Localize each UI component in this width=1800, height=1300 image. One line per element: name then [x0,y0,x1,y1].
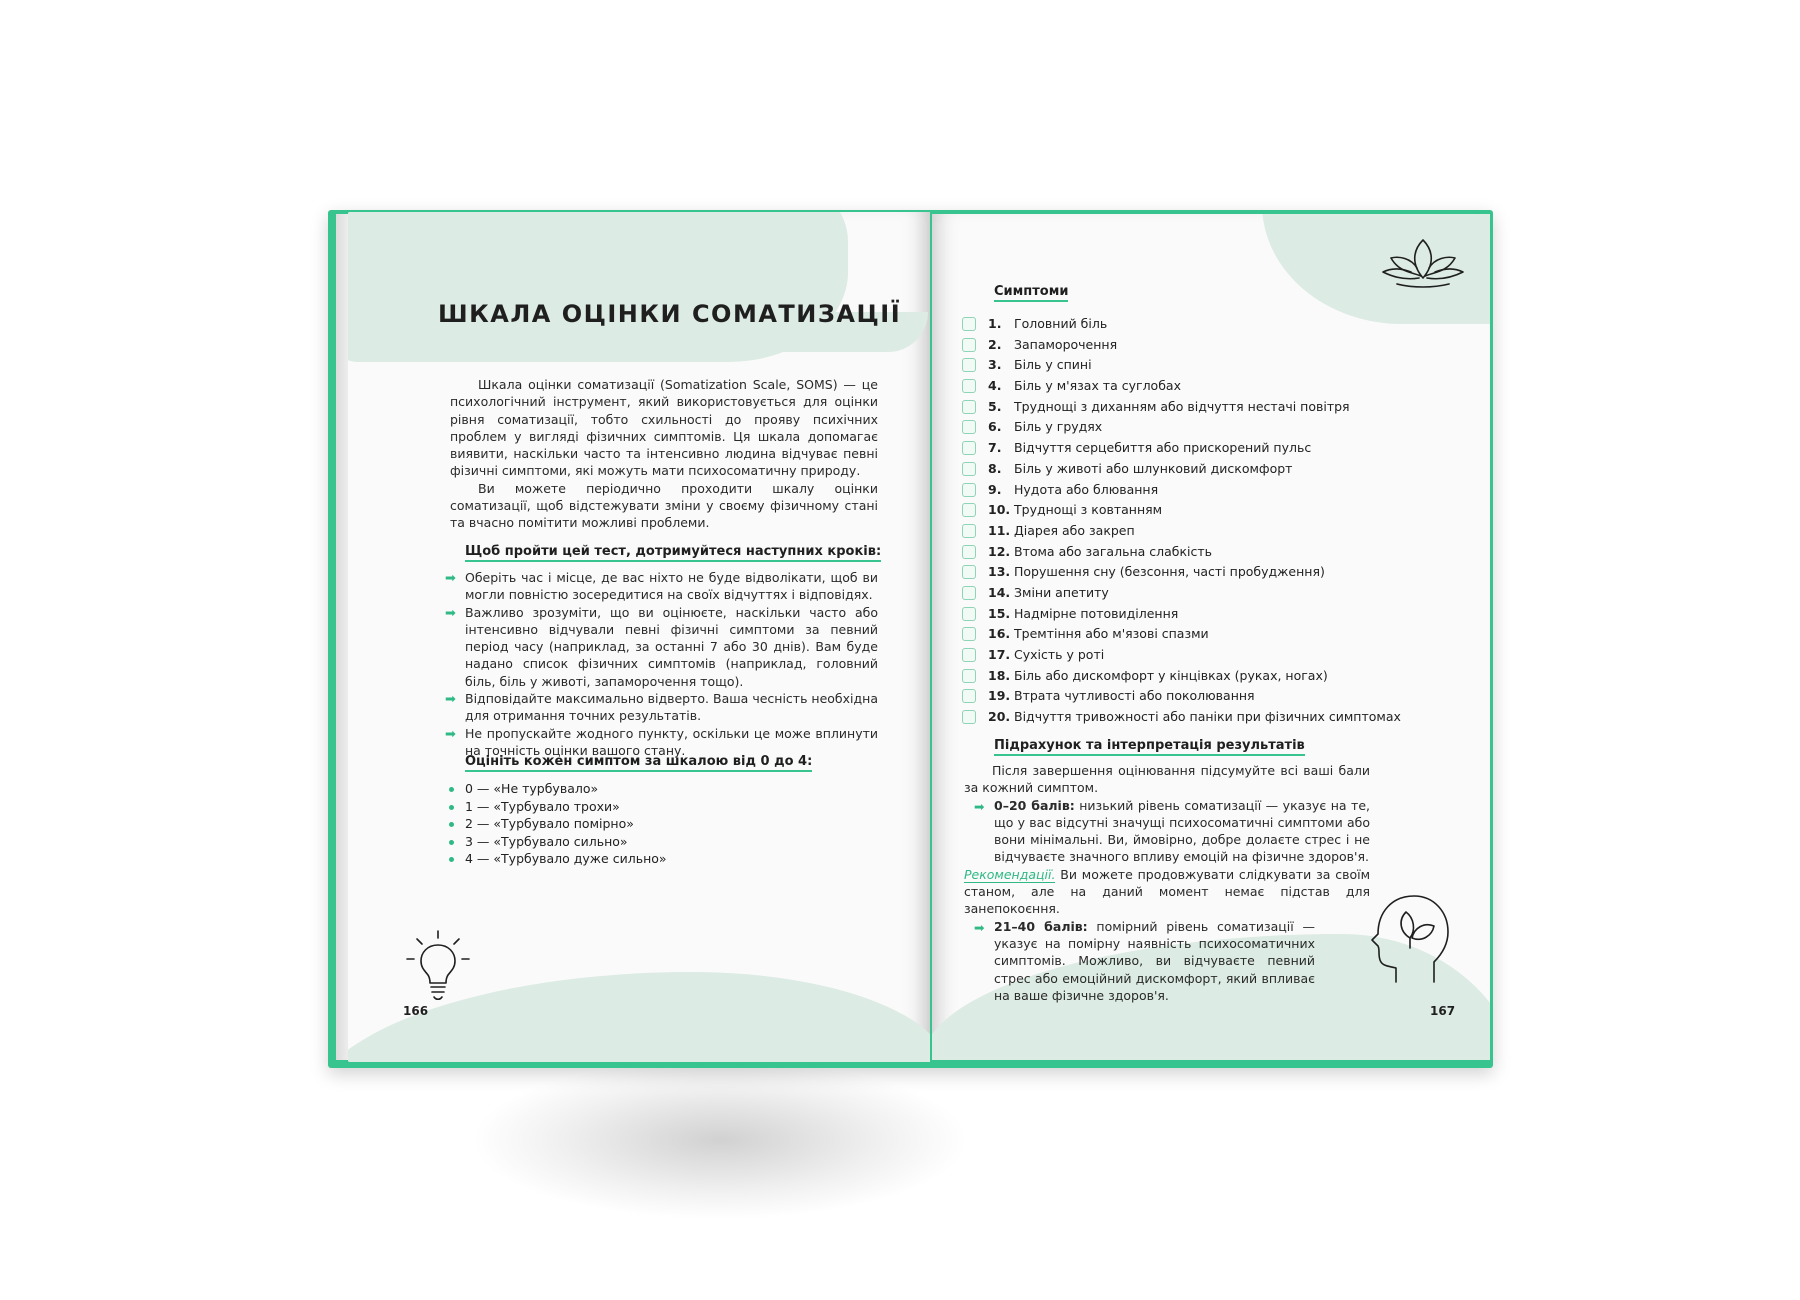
symptom-label: Зміни апетиту [1014,584,1109,600]
lightbulb-icon [403,927,473,1007]
book-shadow [470,1060,970,1220]
symptom-label: Запаморочення [1014,336,1118,352]
symptom-checkbox[interactable] [962,338,976,352]
symptom-label: Біль у животі або шлунковий дискомфорт [1014,460,1293,476]
scale-item: 4 — «Турбувало дуже сильно» [465,850,667,868]
symptom-label: Нудота або блювання [1014,481,1159,497]
symptom-number: 11. [988,522,1011,538]
symptom-checkbox[interactable] [962,462,976,476]
result-1-label: 0–20 балів: [994,797,1075,813]
symptom-checkbox[interactable] [962,483,976,497]
symptom-number: 18. [988,667,1011,683]
symptom-number: 17. [988,647,1011,662]
arrow-icon: ➡ [445,726,456,742]
symptom-label: Втома або загальна слабкість [1014,543,1213,559]
symptom-checkbox[interactable] [962,627,976,641]
arrow-icon: ➡ [445,571,456,586]
recommendation [964,866,1370,918]
steps-heading: Щоб пройти цей тест, дотримуйтеся наступних кроків: [465,544,881,562]
symptom-checkbox[interactable] [962,689,976,703]
symptom-number: 13. [988,564,1011,580]
symptom-number: 5. [988,398,1002,414]
results-heading: Підрахунок та інтерпретація результатів [994,738,1305,756]
symptom-number: 15. [988,605,1011,621]
left-page [348,212,930,1062]
symptom-checkbox[interactable] [962,545,976,559]
result-2 [964,918,1370,1004]
step-item: ➡ Оберіть час і місце, де вас ніхто не буде відволікати, щоб ви могли повністю зосередитися на своїх відчуттях і відповідях. [445,570,878,603]
symptom-checkbox[interactable] [962,420,976,434]
bullet-dot [449,787,454,792]
step-item: ➡ Відповідайте максимально відверто. Ваша чесність необхідна для отримання точних результатів. [445,691,878,724]
symptom-label: Діарея або закреп [1014,522,1135,538]
bullet-dot [449,840,454,845]
intro-paragraph-1: Шкала оцінки соматизації (Somatization Scale, SOMS) — це психологічний інструмент, який використовується для оцінки рівня соматизації, тобто схильності до прояву психічних проблем у вигляді фізичних симптомів. Ця шкала допомагає виявити, наскільки часто та інтенсивно людина відчуває певні фізичні симптоми, які можуть мати психосоматичну природу. [450,377,878,479]
symptom-label: Відчуття тривожності або паніки при фізичних симптомах [1014,709,1401,725]
symptom-checkbox[interactable] [962,648,976,662]
symptom-label: Тремтіння або м'язові спазми [1014,626,1209,642]
symptom-label: Біль у м'язах та суглобах [1014,378,1181,394]
arrow-icon: ➡ [974,798,985,814]
page-number: 167 [1430,1004,1456,1018]
bullet-dot [449,805,454,810]
symptom-checkbox[interactable] [962,710,976,724]
bullet-dot [449,822,454,827]
symptom-checkbox[interactable] [962,379,976,393]
symptom-label: Втрата чутливості або поколювання [1014,688,1255,704]
symptom-number: 1. [988,316,1002,331]
scale-list [465,780,667,868]
symptom-checkbox[interactable] [962,586,976,600]
symptom-label: Труднощі з ковтанням [1014,502,1163,518]
intro-text [450,376,878,532]
symptom-number: 7. [988,440,1002,456]
scale-item: 1 — «Турбувало трохи» [465,798,667,816]
symptom-label: Біль або дискомфорт у кінцівках (руках, ногах) [1014,667,1328,683]
symptom-number: 8. [988,460,1002,476]
symptom-checkbox[interactable] [962,358,976,372]
page-number: 166 [403,1004,429,1018]
symptom-checkbox[interactable] [962,607,976,621]
arrow-icon: ➡ [445,692,456,708]
symptom-checkbox[interactable] [962,400,976,414]
symptom-number: 9. [988,481,1002,497]
symptom-label: Біль у спині [1014,357,1092,373]
symptom-label: Надмірне потовиділення [1014,605,1179,621]
symptom-checkbox[interactable] [962,503,976,517]
recommendation-label: Рекомендації. [964,866,1056,882]
symptom-label: Головний біль [1014,316,1108,331]
arrow-icon: ➡ [974,919,985,935]
symptom-number: 3. [988,357,1002,373]
lotus-icon [1377,234,1469,292]
arrow-icon: ➡ [445,605,456,621]
step-item: ➡ Не пропускайте жодного пункту, оскільки це може вплинути на точність оцінки вашого стану. [445,725,878,758]
results-intro: Після завершення оцінювання підсумуйте всі ваші бали за кожний симптом. [964,763,1370,796]
symptom-checkbox[interactable] [962,524,976,538]
step-item: ➡ Важливо зрозуміти, що ви оцінюєте, наскільки часто або інтенсивно відчували певні фізичні симптоми за певний період часу (наприклад, за останні 7 або 30 днів). Вам буде надано список фізичних симптомів (наприклад, головний біль, біль у животі, запаморочення тощо). [445,604,878,689]
result-2-text: помірний рівень соматизації — указує на помірну наявність психосоматичних симптомів. Можливо, ви відчуваєте певний стрес або емоційний дискомфорт, який впливає на ваше фізичне здоров'я. [994,918,1315,1003]
intro-paragraph-2: Ви можете періодично проходити шкалу оцінки соматизації, щоб відстежувати зміни у своєму фізичному стані та вчасно помітити можливі проблеми. [450,480,878,531]
result-1-text: низький рівень соматизації — указує на те, що у вас відсутні значущі психосоматичні симптоми або вони мінімальні. Ви, ймовірно, добре долаєте стрес і не відчуваєте значного впливу емоцій на фізичне здоров'я. [994,797,1370,865]
scale-item: 2 — «Турбувало помірно» [465,815,667,833]
symptom-label: Порушення сну (безсоння, часті пробудження) [1014,564,1325,580]
scale-item: 3 — «Турбувало сильно» [465,833,667,851]
symptoms-heading: Симптоми [994,284,1068,302]
symptom-number: 10. [988,502,1011,518]
result-1 [964,797,1370,866]
page-title: ШКАЛА ОЦІНКИ СОМАТИЗАЦІЇ [438,300,902,328]
symptom-number: 20. [988,709,1011,725]
bullet-dot [449,857,454,862]
symptom-number: 16. [988,626,1011,642]
scale-heading: Оцініть кожен симптом за шкалою від 0 до 4: [465,754,812,772]
symptom-label: Труднощі з диханням або відчуття нестачі повітря [1014,398,1350,414]
result-2-label: 21–40 балів: [994,918,1088,934]
symptom-checkbox[interactable] [962,441,976,455]
symptom-label: Біль у грудях [1014,419,1103,435]
head-leaf-icon [1366,890,1450,986]
symptom-label: Сухість у роті [1014,647,1105,662]
symptom-checkbox[interactable] [962,669,976,683]
recommendation-text: Ви можете продовжувати слідкувати за своїм станом, але на даний момент немає підстав для занепокоєння. [964,866,1370,917]
symptom-number: 6. [988,419,1002,435]
right-page [932,214,1490,1060]
scale-item: 0 — «Не турбувало» [465,780,667,798]
symptom-number: 4. [988,378,1002,394]
symptom-number: 19. [988,688,1011,704]
results-text [964,762,1370,1004]
symptom-number: 14. [988,584,1011,600]
symptom-checkbox[interactable] [962,317,976,331]
symptom-number: 2. [988,336,1002,352]
symptom-number: 12. [988,543,1011,559]
steps-list [445,569,878,759]
symptom-checkbox[interactable] [962,565,976,579]
symptom-label: Відчуття серцебиття або прискорений пульс [1014,440,1312,456]
steps-text [445,569,878,759]
